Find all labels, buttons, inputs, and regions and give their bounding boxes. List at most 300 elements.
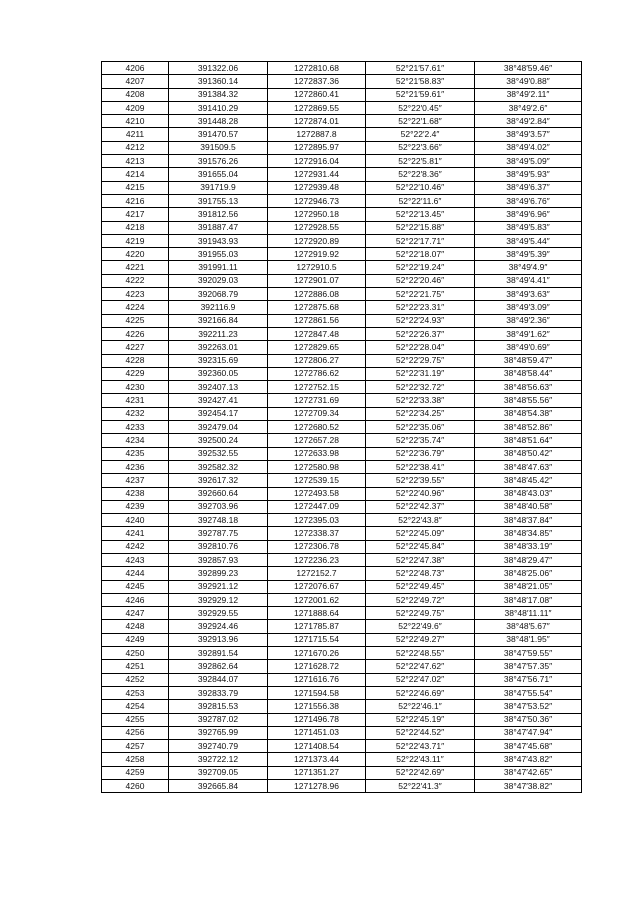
latitude-cell: 52°21′58.83″ bbox=[366, 75, 475, 88]
point-number-cell: 4216 bbox=[102, 194, 169, 207]
latitude-cell: 52°22′49.6″ bbox=[366, 620, 475, 633]
y-coordinate-cell: 1272931.44 bbox=[268, 168, 366, 181]
table-row bbox=[102, 261, 582, 274]
longitude-cell: 38°47′38.82″ bbox=[475, 780, 582, 793]
y-coordinate-cell: 1272633.98 bbox=[268, 447, 366, 460]
table-row bbox=[102, 726, 582, 739]
latitude-cell: 52°22′48.55″ bbox=[366, 647, 475, 660]
x-coordinate-cell: 392862.64 bbox=[169, 660, 268, 673]
table-row bbox=[102, 141, 582, 154]
y-coordinate-cell: 1272580.98 bbox=[268, 460, 366, 473]
y-coordinate-cell: 1272910.5 bbox=[268, 261, 366, 274]
longitude-cell: 38°49′5.39″ bbox=[475, 248, 582, 261]
longitude-cell: 38°48′58.44″ bbox=[475, 367, 582, 380]
longitude-cell: 38°49′5.44″ bbox=[475, 234, 582, 247]
table-row bbox=[102, 128, 582, 141]
longitude-cell: 38°49′6.37″ bbox=[475, 181, 582, 194]
table-row bbox=[102, 633, 582, 646]
table-row bbox=[102, 301, 582, 314]
point-number-cell: 4252 bbox=[102, 673, 169, 686]
x-coordinate-cell: 392921.12 bbox=[169, 580, 268, 593]
y-coordinate-cell: 1272874.01 bbox=[268, 115, 366, 128]
x-coordinate-cell: 392929.12 bbox=[169, 593, 268, 606]
y-coordinate-cell: 1272946.73 bbox=[268, 194, 366, 207]
table-row bbox=[102, 527, 582, 540]
point-number-cell: 4250 bbox=[102, 647, 169, 660]
point-number-cell: 4212 bbox=[102, 141, 169, 154]
point-number-cell: 4251 bbox=[102, 660, 169, 673]
longitude-cell: 38°48′1.95″ bbox=[475, 633, 582, 646]
latitude-cell: 52°22′39.55″ bbox=[366, 474, 475, 487]
table-row bbox=[102, 354, 582, 367]
longitude-cell: 38°49′4.9″ bbox=[475, 261, 582, 274]
table-row bbox=[102, 567, 582, 580]
y-coordinate-cell: 1272901.07 bbox=[268, 274, 366, 287]
x-coordinate-cell: 392765.99 bbox=[169, 726, 268, 739]
latitude-cell: 52°22′20.46″ bbox=[366, 274, 475, 287]
y-coordinate-cell: 1272338.37 bbox=[268, 527, 366, 540]
table-row bbox=[102, 115, 582, 128]
longitude-cell: 38°49′6.76″ bbox=[475, 194, 582, 207]
longitude-cell: 38°48′45.42″ bbox=[475, 474, 582, 487]
longitude-cell: 38°49′5.83″ bbox=[475, 221, 582, 234]
latitude-cell: 52°22′31.19″ bbox=[366, 367, 475, 380]
y-coordinate-cell: 1272939.48 bbox=[268, 181, 366, 194]
point-number-cell: 4248 bbox=[102, 620, 169, 633]
longitude-cell: 38°48′55.56″ bbox=[475, 394, 582, 407]
point-number-cell: 4218 bbox=[102, 221, 169, 234]
latitude-cell: 52°22′48.73″ bbox=[366, 567, 475, 580]
latitude-cell: 52°22′43.11″ bbox=[366, 753, 475, 766]
point-number-cell: 4206 bbox=[102, 62, 169, 75]
point-number-cell: 4235 bbox=[102, 447, 169, 460]
x-coordinate-cell: 391360.14 bbox=[169, 75, 268, 88]
latitude-cell: 52°22′49.27″ bbox=[366, 633, 475, 646]
y-coordinate-cell: 1272236.23 bbox=[268, 553, 366, 566]
latitude-cell: 52°22′5.81″ bbox=[366, 155, 475, 168]
latitude-cell: 52°22′2.4″ bbox=[366, 128, 475, 141]
latitude-cell: 52°22′42.69″ bbox=[366, 766, 475, 779]
x-coordinate-cell: 391943.93 bbox=[169, 234, 268, 247]
longitude-cell: 38°49′2.6″ bbox=[475, 101, 582, 114]
latitude-cell: 52°22′40.96″ bbox=[366, 487, 475, 500]
point-number-cell: 4230 bbox=[102, 381, 169, 394]
x-coordinate-cell: 392315.69 bbox=[169, 354, 268, 367]
point-number-cell: 4215 bbox=[102, 181, 169, 194]
longitude-cell: 38°47′56.71″ bbox=[475, 673, 582, 686]
point-number-cell: 4256 bbox=[102, 726, 169, 739]
longitude-cell: 38°48′59.47″ bbox=[475, 354, 582, 367]
point-number-cell: 4233 bbox=[102, 421, 169, 434]
table-row bbox=[102, 447, 582, 460]
x-coordinate-cell: 392810.76 bbox=[169, 540, 268, 553]
y-coordinate-cell: 1272860.41 bbox=[268, 88, 366, 101]
table-row bbox=[102, 660, 582, 673]
longitude-cell: 38°48′29.47″ bbox=[475, 553, 582, 566]
table-row bbox=[102, 700, 582, 713]
x-coordinate-cell: 392787.75 bbox=[169, 527, 268, 540]
table-row bbox=[102, 593, 582, 606]
point-number-cell: 4249 bbox=[102, 633, 169, 646]
longitude-cell: 38°48′25.06″ bbox=[475, 567, 582, 580]
table-row bbox=[102, 62, 582, 75]
longitude-cell: 38°48′17.08″ bbox=[475, 593, 582, 606]
point-number-cell: 4246 bbox=[102, 593, 169, 606]
table-row bbox=[102, 314, 582, 327]
x-coordinate-cell: 392617.32 bbox=[169, 474, 268, 487]
table-row bbox=[102, 155, 582, 168]
latitude-cell: 52°22′8.36″ bbox=[366, 168, 475, 181]
x-coordinate-cell: 392407.13 bbox=[169, 381, 268, 394]
x-coordinate-cell: 392427.41 bbox=[169, 394, 268, 407]
point-number-cell: 4244 bbox=[102, 567, 169, 580]
y-coordinate-cell: 1272786.62 bbox=[268, 367, 366, 380]
point-number-cell: 4255 bbox=[102, 713, 169, 726]
point-number-cell: 4241 bbox=[102, 527, 169, 540]
longitude-cell: 38°48′5.67″ bbox=[475, 620, 582, 633]
x-coordinate-cell: 392263.01 bbox=[169, 341, 268, 354]
table-row bbox=[102, 607, 582, 620]
y-coordinate-cell: 1271616.76 bbox=[268, 673, 366, 686]
latitude-cell: 52°22′29.75″ bbox=[366, 354, 475, 367]
x-coordinate-cell: 392360.05 bbox=[169, 367, 268, 380]
point-number-cell: 4238 bbox=[102, 487, 169, 500]
longitude-cell: 38°48′37.84″ bbox=[475, 514, 582, 527]
y-coordinate-cell: 1272861.56 bbox=[268, 314, 366, 327]
y-coordinate-cell: 1271351.27 bbox=[268, 766, 366, 779]
longitude-cell: 38°49′5.09″ bbox=[475, 155, 582, 168]
x-coordinate-cell: 391719.9 bbox=[169, 181, 268, 194]
longitude-cell: 38°49′4.41″ bbox=[475, 274, 582, 287]
x-coordinate-cell: 392891.54 bbox=[169, 647, 268, 660]
x-coordinate-cell: 392068.79 bbox=[169, 288, 268, 301]
table-row bbox=[102, 753, 582, 766]
longitude-cell: 38°47′57.35″ bbox=[475, 660, 582, 673]
point-number-cell: 4213 bbox=[102, 155, 169, 168]
point-number-cell: 4236 bbox=[102, 460, 169, 473]
point-number-cell: 4208 bbox=[102, 88, 169, 101]
x-coordinate-cell: 392899.23 bbox=[169, 567, 268, 580]
longitude-cell: 38°47′43.82″ bbox=[475, 753, 582, 766]
point-number-cell: 4254 bbox=[102, 700, 169, 713]
x-coordinate-cell: 392929.55 bbox=[169, 607, 268, 620]
y-coordinate-cell: 1272887.8 bbox=[268, 128, 366, 141]
x-coordinate-cell: 391655.04 bbox=[169, 168, 268, 181]
point-number-cell: 4211 bbox=[102, 128, 169, 141]
y-coordinate-cell: 1271496.78 bbox=[268, 713, 366, 726]
y-coordinate-cell: 1271670.26 bbox=[268, 647, 366, 660]
point-number-cell: 4220 bbox=[102, 248, 169, 261]
x-coordinate-cell: 392748.18 bbox=[169, 514, 268, 527]
x-coordinate-cell: 392857.93 bbox=[169, 553, 268, 566]
table-row bbox=[102, 780, 582, 793]
latitude-cell: 52°22′17.71″ bbox=[366, 234, 475, 247]
table-row bbox=[102, 274, 582, 287]
point-number-cell: 4237 bbox=[102, 474, 169, 487]
point-number-cell: 4228 bbox=[102, 354, 169, 367]
longitude-cell: 38°48′11.11″ bbox=[475, 607, 582, 620]
longitude-cell: 38°49′3.57″ bbox=[475, 128, 582, 141]
x-coordinate-cell: 392454.17 bbox=[169, 407, 268, 420]
point-number-cell: 4224 bbox=[102, 301, 169, 314]
y-coordinate-cell: 1272306.78 bbox=[268, 540, 366, 553]
x-coordinate-cell: 391576.26 bbox=[169, 155, 268, 168]
y-coordinate-cell: 1272810.68 bbox=[268, 62, 366, 75]
latitude-cell: 52°22′46.1″ bbox=[366, 700, 475, 713]
longitude-cell: 38°48′40.58″ bbox=[475, 500, 582, 513]
table-row bbox=[102, 740, 582, 753]
coordinates-table bbox=[101, 61, 582, 793]
point-number-cell: 4258 bbox=[102, 753, 169, 766]
y-coordinate-cell: 1272752.15 bbox=[268, 381, 366, 394]
latitude-cell: 52°22′3.66″ bbox=[366, 141, 475, 154]
table-row bbox=[102, 234, 582, 247]
x-coordinate-cell: 392582.32 bbox=[169, 460, 268, 473]
longitude-cell: 38°48′21.05″ bbox=[475, 580, 582, 593]
latitude-cell: 52°22′35.74″ bbox=[366, 434, 475, 447]
latitude-cell: 52°22′19.24″ bbox=[366, 261, 475, 274]
table-row bbox=[102, 88, 582, 101]
latitude-cell: 52°22′49.72″ bbox=[366, 593, 475, 606]
point-number-cell: 4253 bbox=[102, 686, 169, 699]
longitude-cell: 38°48′34.85″ bbox=[475, 527, 582, 540]
y-coordinate-cell: 1272875.68 bbox=[268, 301, 366, 314]
x-coordinate-cell: 392116.9 bbox=[169, 301, 268, 314]
longitude-cell: 38°49′2.84″ bbox=[475, 115, 582, 128]
y-coordinate-cell: 1272837.36 bbox=[268, 75, 366, 88]
point-number-cell: 4243 bbox=[102, 553, 169, 566]
table-row bbox=[102, 460, 582, 473]
latitude-cell: 52°22′13.45″ bbox=[366, 208, 475, 221]
latitude-cell: 52°22′36.79″ bbox=[366, 447, 475, 460]
y-coordinate-cell: 1272539.15 bbox=[268, 474, 366, 487]
latitude-cell: 52°21′59.61″ bbox=[366, 88, 475, 101]
table-row bbox=[102, 394, 582, 407]
x-coordinate-cell: 392660.64 bbox=[169, 487, 268, 500]
latitude-cell: 52°22′47.02″ bbox=[366, 673, 475, 686]
latitude-cell: 52°22′0.45″ bbox=[366, 101, 475, 114]
table-row bbox=[102, 327, 582, 340]
table-row bbox=[102, 367, 582, 380]
x-coordinate-cell: 391384.32 bbox=[169, 88, 268, 101]
y-coordinate-cell: 1271785.87 bbox=[268, 620, 366, 633]
point-number-cell: 4259 bbox=[102, 766, 169, 779]
point-number-cell: 4227 bbox=[102, 341, 169, 354]
latitude-cell: 52°22′45.19″ bbox=[366, 713, 475, 726]
x-coordinate-cell: 391955.03 bbox=[169, 248, 268, 261]
table-row bbox=[102, 474, 582, 487]
latitude-cell: 52°22′32.72″ bbox=[366, 381, 475, 394]
table-row bbox=[102, 101, 582, 114]
y-coordinate-cell: 1271373.44 bbox=[268, 753, 366, 766]
longitude-cell: 38°47′55.54″ bbox=[475, 686, 582, 699]
latitude-cell: 52°22′21.75″ bbox=[366, 288, 475, 301]
point-number-cell: 4221 bbox=[102, 261, 169, 274]
y-coordinate-cell: 1272447.09 bbox=[268, 500, 366, 513]
longitude-cell: 38°49′0.69″ bbox=[475, 341, 582, 354]
table-row bbox=[102, 75, 582, 88]
latitude-cell: 52°22′23.31″ bbox=[366, 301, 475, 314]
longitude-cell: 38°49′6.96″ bbox=[475, 208, 582, 221]
point-number-cell: 4257 bbox=[102, 740, 169, 753]
y-coordinate-cell: 1272869.55 bbox=[268, 101, 366, 114]
table-row bbox=[102, 686, 582, 699]
x-coordinate-cell: 391410.29 bbox=[169, 101, 268, 114]
y-coordinate-cell: 1271715.54 bbox=[268, 633, 366, 646]
table-row bbox=[102, 514, 582, 527]
table-row bbox=[102, 540, 582, 553]
longitude-cell: 38°49′4.02″ bbox=[475, 141, 582, 154]
coordinates-table-body bbox=[102, 62, 582, 793]
y-coordinate-cell: 1272886.08 bbox=[268, 288, 366, 301]
x-coordinate-cell: 392532.55 bbox=[169, 447, 268, 460]
x-coordinate-cell: 392709.05 bbox=[169, 766, 268, 779]
point-number-cell: 4242 bbox=[102, 540, 169, 553]
table-row bbox=[102, 553, 582, 566]
latitude-cell: 52°22′1.68″ bbox=[366, 115, 475, 128]
x-coordinate-cell: 392722.12 bbox=[169, 753, 268, 766]
point-number-cell: 4207 bbox=[102, 75, 169, 88]
latitude-cell: 52°22′33.38″ bbox=[366, 394, 475, 407]
table-row bbox=[102, 713, 582, 726]
point-number-cell: 4231 bbox=[102, 394, 169, 407]
y-coordinate-cell: 1272928.55 bbox=[268, 221, 366, 234]
x-coordinate-cell: 392166.84 bbox=[169, 314, 268, 327]
latitude-cell: 52°22′26.37″ bbox=[366, 327, 475, 340]
longitude-cell: 38°48′52.86″ bbox=[475, 421, 582, 434]
latitude-cell: 52°22′11.6″ bbox=[366, 194, 475, 207]
table-row bbox=[102, 381, 582, 394]
y-coordinate-cell: 1272895.97 bbox=[268, 141, 366, 154]
y-coordinate-cell: 1271888.64 bbox=[268, 607, 366, 620]
y-coordinate-cell: 1272916.04 bbox=[268, 155, 366, 168]
longitude-cell: 38°49′3.09″ bbox=[475, 301, 582, 314]
latitude-cell: 52°22′38.41″ bbox=[366, 460, 475, 473]
longitude-cell: 38°47′45.68″ bbox=[475, 740, 582, 753]
x-coordinate-cell: 392740.79 bbox=[169, 740, 268, 753]
longitude-cell: 38°47′59.55″ bbox=[475, 647, 582, 660]
x-coordinate-cell: 392913.96 bbox=[169, 633, 268, 646]
y-coordinate-cell: 1271594.58 bbox=[268, 686, 366, 699]
x-coordinate-cell: 391509.5 bbox=[169, 141, 268, 154]
longitude-cell: 38°48′51.64″ bbox=[475, 434, 582, 447]
point-number-cell: 4222 bbox=[102, 274, 169, 287]
x-coordinate-cell: 392833.79 bbox=[169, 686, 268, 699]
point-number-cell: 4260 bbox=[102, 780, 169, 793]
latitude-cell: 52°22′24.93″ bbox=[366, 314, 475, 327]
table-row bbox=[102, 421, 582, 434]
longitude-cell: 38°47′53.52″ bbox=[475, 700, 582, 713]
latitude-cell: 52°22′45.84″ bbox=[366, 540, 475, 553]
longitude-cell: 38°49′1.62″ bbox=[475, 327, 582, 340]
x-coordinate-cell: 391322.06 bbox=[169, 62, 268, 75]
x-coordinate-cell: 392815.53 bbox=[169, 700, 268, 713]
y-coordinate-cell: 1272680.52 bbox=[268, 421, 366, 434]
x-coordinate-cell: 392500.24 bbox=[169, 434, 268, 447]
latitude-cell: 52°22′45.09″ bbox=[366, 527, 475, 540]
x-coordinate-cell: 391812.56 bbox=[169, 208, 268, 221]
table-row bbox=[102, 181, 582, 194]
y-coordinate-cell: 1272657.28 bbox=[268, 434, 366, 447]
latitude-cell: 52°22′43.8″ bbox=[366, 514, 475, 527]
y-coordinate-cell: 1271408.54 bbox=[268, 740, 366, 753]
point-number-cell: 4245 bbox=[102, 580, 169, 593]
y-coordinate-cell: 1272919.92 bbox=[268, 248, 366, 261]
y-coordinate-cell: 1271278.96 bbox=[268, 780, 366, 793]
longitude-cell: 38°49′2.11″ bbox=[475, 88, 582, 101]
longitude-cell: 38°48′59.46″ bbox=[475, 62, 582, 75]
table-row bbox=[102, 341, 582, 354]
y-coordinate-cell: 1272076.67 bbox=[268, 580, 366, 593]
x-coordinate-cell: 392924.46 bbox=[169, 620, 268, 633]
point-number-cell: 4229 bbox=[102, 367, 169, 380]
latitude-cell: 52°22′42.37″ bbox=[366, 500, 475, 513]
longitude-cell: 38°48′33.19″ bbox=[475, 540, 582, 553]
x-coordinate-cell: 392479.04 bbox=[169, 421, 268, 434]
y-coordinate-cell: 1272152.7 bbox=[268, 567, 366, 580]
table-row bbox=[102, 194, 582, 207]
latitude-cell: 52°22′34.25″ bbox=[366, 407, 475, 420]
latitude-cell: 52°22′18.07″ bbox=[366, 248, 475, 261]
table-row bbox=[102, 766, 582, 779]
y-coordinate-cell: 1271451.03 bbox=[268, 726, 366, 739]
longitude-cell: 38°48′56.63″ bbox=[475, 381, 582, 394]
table-row bbox=[102, 248, 582, 261]
x-coordinate-cell: 392703.96 bbox=[169, 500, 268, 513]
y-coordinate-cell: 1272709.34 bbox=[268, 407, 366, 420]
latitude-cell: 52°22′46.69″ bbox=[366, 686, 475, 699]
table-row bbox=[102, 647, 582, 660]
longitude-cell: 38°49′0.88″ bbox=[475, 75, 582, 88]
y-coordinate-cell: 1272731.69 bbox=[268, 394, 366, 407]
y-coordinate-cell: 1272493.58 bbox=[268, 487, 366, 500]
latitude-cell: 52°22′35.06″ bbox=[366, 421, 475, 434]
point-number-cell: 4214 bbox=[102, 168, 169, 181]
y-coordinate-cell: 1271628.72 bbox=[268, 660, 366, 673]
longitude-cell: 38°49′2.36″ bbox=[475, 314, 582, 327]
y-coordinate-cell: 1272847.48 bbox=[268, 327, 366, 340]
longitude-cell: 38°48′54.38″ bbox=[475, 407, 582, 420]
latitude-cell: 52°22′47.38″ bbox=[366, 553, 475, 566]
point-number-cell: 4210 bbox=[102, 115, 169, 128]
longitude-cell: 38°47′42.65″ bbox=[475, 766, 582, 779]
point-number-cell: 4223 bbox=[102, 288, 169, 301]
x-coordinate-cell: 391755.13 bbox=[169, 194, 268, 207]
latitude-cell: 52°22′10.46″ bbox=[366, 181, 475, 194]
x-coordinate-cell: 392787.02 bbox=[169, 713, 268, 726]
latitude-cell: 52°22′49.45″ bbox=[366, 580, 475, 593]
latitude-cell: 52°22′41.3″ bbox=[366, 780, 475, 793]
latitude-cell: 52°22′47.62″ bbox=[366, 660, 475, 673]
point-number-cell: 4239 bbox=[102, 500, 169, 513]
point-number-cell: 4226 bbox=[102, 327, 169, 340]
x-coordinate-cell: 391448.28 bbox=[169, 115, 268, 128]
longitude-cell: 38°48′47.63″ bbox=[475, 460, 582, 473]
table-row bbox=[102, 208, 582, 221]
table-row bbox=[102, 580, 582, 593]
y-coordinate-cell: 1272001.62 bbox=[268, 593, 366, 606]
y-coordinate-cell: 1272829.65 bbox=[268, 341, 366, 354]
y-coordinate-cell: 1272950.18 bbox=[268, 208, 366, 221]
table-row bbox=[102, 500, 582, 513]
latitude-cell: 52°22′43.71″ bbox=[366, 740, 475, 753]
y-coordinate-cell: 1272395.03 bbox=[268, 514, 366, 527]
table-row bbox=[102, 487, 582, 500]
y-coordinate-cell: 1272920.89 bbox=[268, 234, 366, 247]
y-coordinate-cell: 1272806.27 bbox=[268, 354, 366, 367]
table-row bbox=[102, 434, 582, 447]
table-row bbox=[102, 407, 582, 420]
